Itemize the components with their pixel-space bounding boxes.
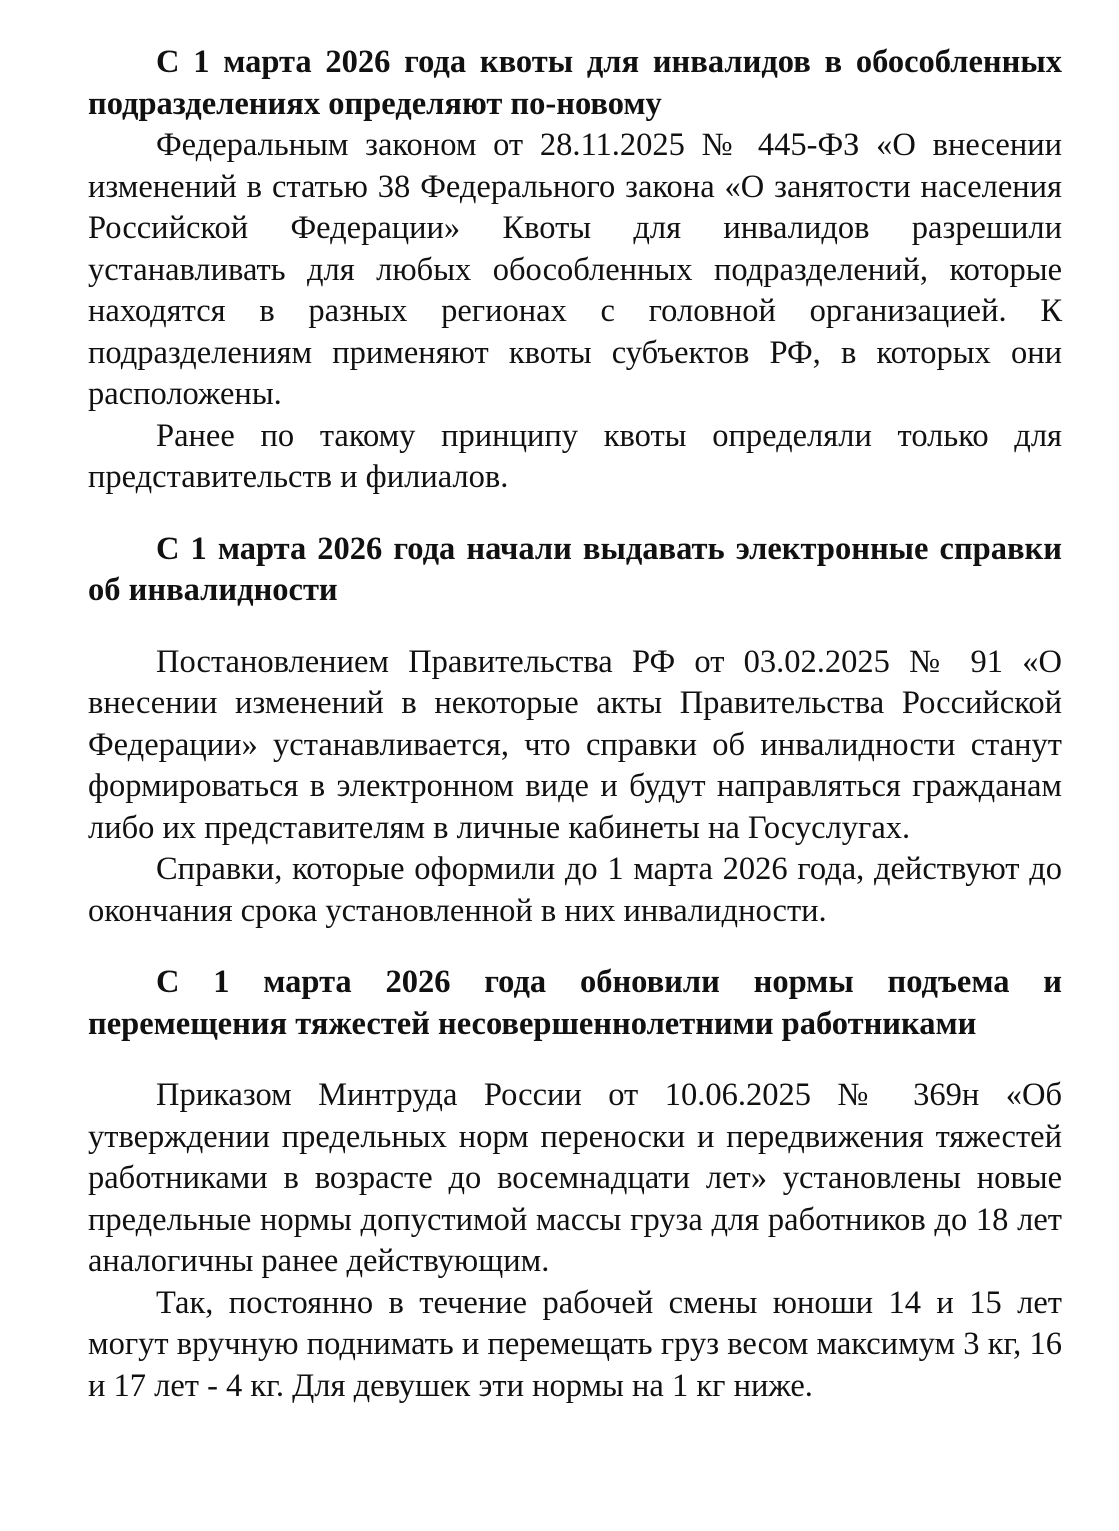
section-paragraph: Ранее по такому принципу квоты определяли только для представительств и филиалов.: [88, 417, 1062, 495]
section-heading: С 1 марта 2026 года квоты для инвалидов в обособленных подразделениях определяют по-новому: [88, 44, 1062, 122]
section-paragraph: Так, постоянно в течение рабочей смены юноши 14 и 15 лет могут вручную поднимать и перемещать груз весом максимум 3 кг, 16 и 17 лет - 4 кг. Для девушек эти нормы на 1 кг ниже.: [88, 1284, 1062, 1404]
section-paragraph: Приказом Минтруда России от 10.06.2025 № 369н «Об утверждении предельных норм переноски и передвижения тяжестей работниками в возрасте до восемнадцати лет» установлены новые предельные нормы допустимой массы груза для работников до 18 лет аналогичны ранее действующим.: [88, 1077, 1062, 1279]
section-heading: С 1 марта 2026 года начали выдавать электронные справки об инвалидности: [88, 530, 1062, 608]
section-paragraph: Федеральным законом от 28.11.2025 № 445-ФЗ «О внесении изменений в статью 38 Федерального закона «О занятости населения Российской Федерации» Квоты для инвалидов разрешили устанавливать для любых обособленных подразделений, которые находятся в разных регионах с головной организацией. К подразделениям применяют квоты субъектов РФ, в которых они расположены.: [88, 127, 1062, 412]
section-paragraph: Справки, которые оформили до 1 марта 2026 года, действуют до окончания срока установленной в них инвалидности.: [88, 851, 1062, 929]
section-minor-workers-norms: [88, 962, 1062, 1407]
section-paragraph: Постановлением Правительства РФ от 03.02.2025 № 91 «О внесении изменений в некоторые акты Правительства Российской Федерации» устанавливается, что справки об инвалидности станут формироваться в электронном виде и будут направляться гражданам либо их представителям в личные кабинеты на Госуслугах.: [88, 643, 1062, 846]
section-heading: С 1 марта 2026 года обновили нормы подъема и перемещения тяжестей несовершеннолетними работниками: [88, 964, 1062, 1042]
section-electronic-certificates: [88, 529, 1062, 933]
section-disability-quotas: [88, 42, 1062, 499]
